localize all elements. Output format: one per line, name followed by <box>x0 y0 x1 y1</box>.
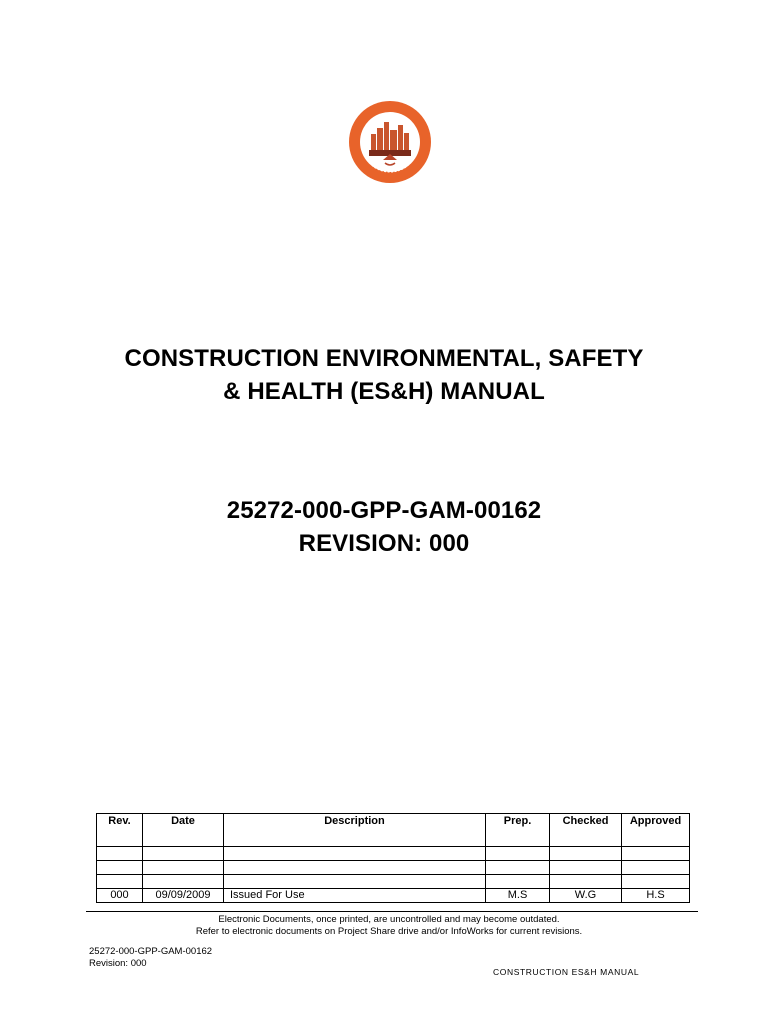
cell <box>97 847 143 861</box>
cell <box>486 861 550 875</box>
cell <box>486 847 550 861</box>
cell <box>97 861 143 875</box>
col-description-header: Description <box>224 814 486 847</box>
document-id-block <box>0 494 768 560</box>
cell <box>622 847 690 861</box>
cell <box>224 847 486 861</box>
table-row <box>97 889 690 903</box>
cell <box>550 847 622 861</box>
cell <box>622 875 690 889</box>
prep-cell: M.S <box>486 889 550 903</box>
document-revision: REVISION: 000 <box>298 530 470 557</box>
date-cell: 09/09/2009 <box>143 889 224 903</box>
company-logo <box>347 100 433 184</box>
cell <box>622 861 690 875</box>
cell <box>224 875 486 889</box>
cell <box>143 875 224 889</box>
approved-cell: H.S <box>622 889 690 903</box>
cell <box>550 861 622 875</box>
description-cell: Issued For Use <box>224 889 486 903</box>
footer-doc-number: 25272-000-GPP-GAM-00162 <box>89 946 213 957</box>
table-header-row <box>97 814 690 847</box>
col-approved-header: Approved <box>622 814 690 847</box>
col-prep-header: Prep. <box>486 814 550 847</box>
notice-line-2: Refer to electronic documents on Project Share drive and/or InfoWorks for current revisions. <box>195 926 583 937</box>
col-date-header: Date <box>143 814 224 847</box>
footer-doc-info <box>89 946 212 970</box>
table-row <box>97 875 690 889</box>
footer-revision: Revision: 000 <box>89 958 147 969</box>
rev-cell: 000 <box>97 889 143 903</box>
title-line-2: & HEALTH (ES&H) MANUAL <box>223 378 545 405</box>
cell <box>143 861 224 875</box>
document-number: 25272-000-GPP-GAM-00162 <box>226 497 542 524</box>
notice-line-1: Electronic Documents, once printed, are uncontrolled and may become outdated. <box>218 914 560 925</box>
cell <box>143 847 224 861</box>
cell <box>486 875 550 889</box>
cell <box>97 875 143 889</box>
title-line-1: CONSTRUCTION ENVIRONMENTAL, SAFETY <box>124 345 644 372</box>
cell <box>224 861 486 875</box>
col-rev-header: Rev. <box>97 814 143 847</box>
manual-title <box>0 342 768 408</box>
col-checked-header: Checked <box>550 814 622 847</box>
footer-manual-name: CONSTRUCTION ES&H MANUAL <box>493 967 640 977</box>
footer-divider <box>86 911 698 912</box>
checked-cell: W.G <box>550 889 622 903</box>
revision-table <box>96 813 690 903</box>
table-row <box>97 861 690 875</box>
cell <box>550 875 622 889</box>
table-row <box>97 847 690 861</box>
